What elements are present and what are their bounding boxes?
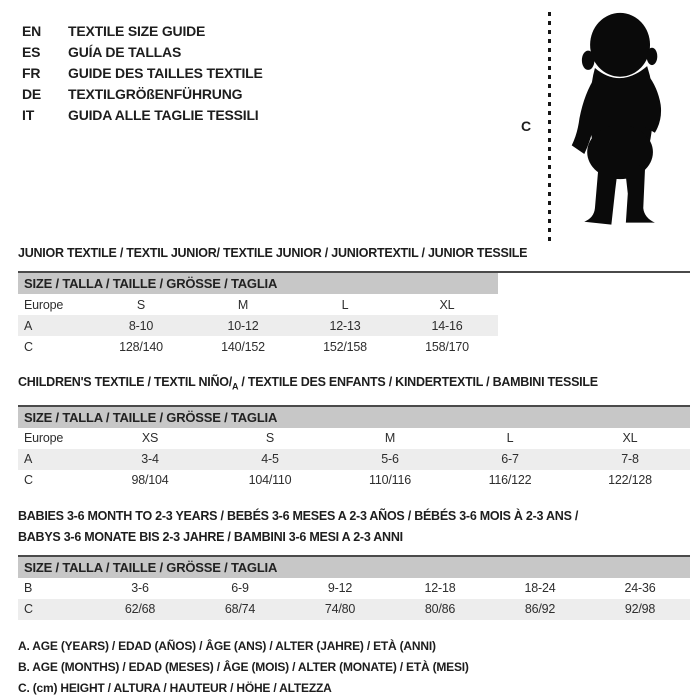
cell-value: XL	[622, 431, 638, 445]
cell-value: L	[506, 431, 514, 445]
row-label: A	[24, 318, 33, 333]
height-dotted-line	[548, 12, 551, 242]
cell-value: 12-13	[329, 318, 361, 333]
cell-value: XS	[141, 431, 159, 445]
cell-value: 14-16	[431, 318, 463, 333]
cell-value: 74/80	[324, 602, 356, 616]
cell-value: S	[136, 297, 146, 312]
cell-value: 10-12	[227, 318, 259, 333]
cell-value: 62/68	[124, 602, 156, 616]
cell-value: 122/128	[608, 473, 652, 487]
cell-value: 6-9	[231, 581, 249, 595]
row-label: C	[24, 602, 33, 616]
cell-value: 92/98	[624, 602, 656, 616]
table-row-c	[18, 599, 690, 620]
legend-line: B. AGE (MONTHS) / EDAD (MESES) / ÂGE (MOIS) / ALTER (MONATE) / ETÀ (MESI)	[18, 659, 469, 674]
size-table-junior	[18, 243, 700, 357]
cell-value: 6-7	[501, 452, 519, 466]
cell-value: 18-24	[524, 581, 556, 595]
cell-value: M	[384, 431, 396, 445]
legend	[18, 636, 700, 699]
cell-value: 104/110	[248, 473, 292, 487]
row-label: Europe	[24, 431, 64, 445]
cell-value: L	[341, 297, 349, 312]
row-label: B	[24, 581, 33, 595]
height-marker-label: C	[521, 118, 532, 134]
cell-value: 9-12	[327, 581, 353, 595]
table-title-subscript: A	[231, 381, 239, 392]
cell-value: 86/92	[524, 602, 556, 616]
table-row-europe	[18, 294, 498, 315]
size-table-children	[18, 372, 700, 491]
cell-value: 80/86	[424, 602, 456, 616]
row-label: C	[24, 339, 33, 354]
title-gap	[18, 398, 700, 405]
language-name: GUÍA DE TALLAS	[68, 43, 182, 60]
cell-value: S	[265, 431, 275, 445]
cell-value: 8-10	[128, 318, 154, 333]
language-code: FR	[22, 64, 41, 81]
child-figure	[521, 8, 688, 244]
size-header-bar: SIZE / TALLA / TAILLE / GRÖSSE / TAGLIA	[18, 407, 690, 428]
cell-value: 98/104	[131, 473, 169, 487]
size-header-bar: SIZE / TALLA / TAILLE / GRÖSSE / TAGLIA	[18, 557, 690, 578]
table-row-a	[18, 449, 690, 470]
row-label: Europe	[24, 297, 64, 312]
language-code: DE	[22, 85, 42, 102]
cell-value: 3-6	[131, 581, 149, 595]
title-gap	[18, 548, 700, 555]
row-label: A	[24, 452, 33, 466]
row-label: C	[24, 473, 33, 487]
cell-value: XL	[439, 297, 455, 312]
table-title-junior	[18, 243, 700, 264]
table-title-text: CHILDREN'S TEXTILE / TEXTIL NIÑO/	[18, 375, 232, 389]
size-table-babies	[18, 506, 700, 620]
language-name: GUIDE DES TAILLES TEXTILE	[68, 64, 263, 81]
table-row-c	[18, 336, 498, 357]
cell-value: 68/74	[224, 602, 256, 616]
table-row-a	[18, 315, 498, 336]
title-gap	[18, 264, 700, 271]
legend-line: C. (cm) HEIGHT / ALTURA / HAUTEUR / HÖHE / ALTEZZA	[18, 680, 332, 695]
cell-value: 158/170	[425, 339, 469, 354]
table-row-b	[18, 578, 690, 599]
toddler-silhouette-image	[558, 10, 686, 242]
table-title-text: JUNIOR TEXTILE / TEXTIL JUNIOR/ TEXTILE JUNIOR / JUNIORTEXTIL / JUNIOR TESSILE	[18, 246, 528, 260]
table-title-text: BABIES 3-6 MONTH TO 2-3 YEARS / BEBÉS 3-6 MESES A 2-3 AÑOS / BÉBÉS 3-6 MOIS À 2-3 ANS /	[18, 508, 579, 523]
cell-value: 12-18	[424, 581, 456, 595]
cell-value: 4-5	[261, 452, 279, 466]
language-code: EN	[22, 22, 42, 39]
cell-value: M	[237, 297, 249, 312]
language-name: TEXTILE SIZE GUIDE	[68, 22, 206, 39]
legend-line: A. AGE (YEARS) / EDAD (AÑOS) / ÂGE (ANS) / ALTER (JAHRE) / ETÀ (ANNI)	[18, 638, 436, 653]
cell-value: 3-4	[141, 452, 159, 466]
table-row-europe	[18, 428, 690, 449]
tables	[18, 243, 700, 620]
cell-value: 110/116	[369, 473, 411, 487]
language-name: GUIDA ALLE TAGLIE TESSILI	[68, 106, 259, 123]
table-title-text: / TEXTILE DES ENFANTS / KINDERTEXTIL / BAMBINI TESSILE	[238, 375, 598, 389]
cell-value: 116/122	[488, 473, 532, 487]
cell-value: 24-36	[624, 581, 656, 595]
cell-value: 140/152	[221, 339, 265, 354]
table-row-c	[18, 470, 690, 491]
cell-value: 128/140	[119, 339, 163, 354]
language-name: TEXTILGRÖßENFÜHRUNG	[68, 85, 243, 102]
table-title-children	[18, 372, 700, 398]
table-title-line2: BABYS 3-6 MONATE BIS 2-3 JAHRE / BAMBINI 3-6 MESI A 2-3 ANNI	[18, 529, 403, 544]
table-title-babies	[18, 506, 700, 527]
language-code: IT	[22, 106, 35, 123]
size-header-bar: SIZE / TALLA / TAILLE / GRÖSSE / TAGLIA	[18, 273, 498, 294]
cell-value: 7-8	[621, 452, 639, 466]
cell-value: 5-6	[381, 452, 399, 466]
language-code: ES	[22, 43, 41, 60]
cell-value: 152/158	[323, 339, 367, 354]
